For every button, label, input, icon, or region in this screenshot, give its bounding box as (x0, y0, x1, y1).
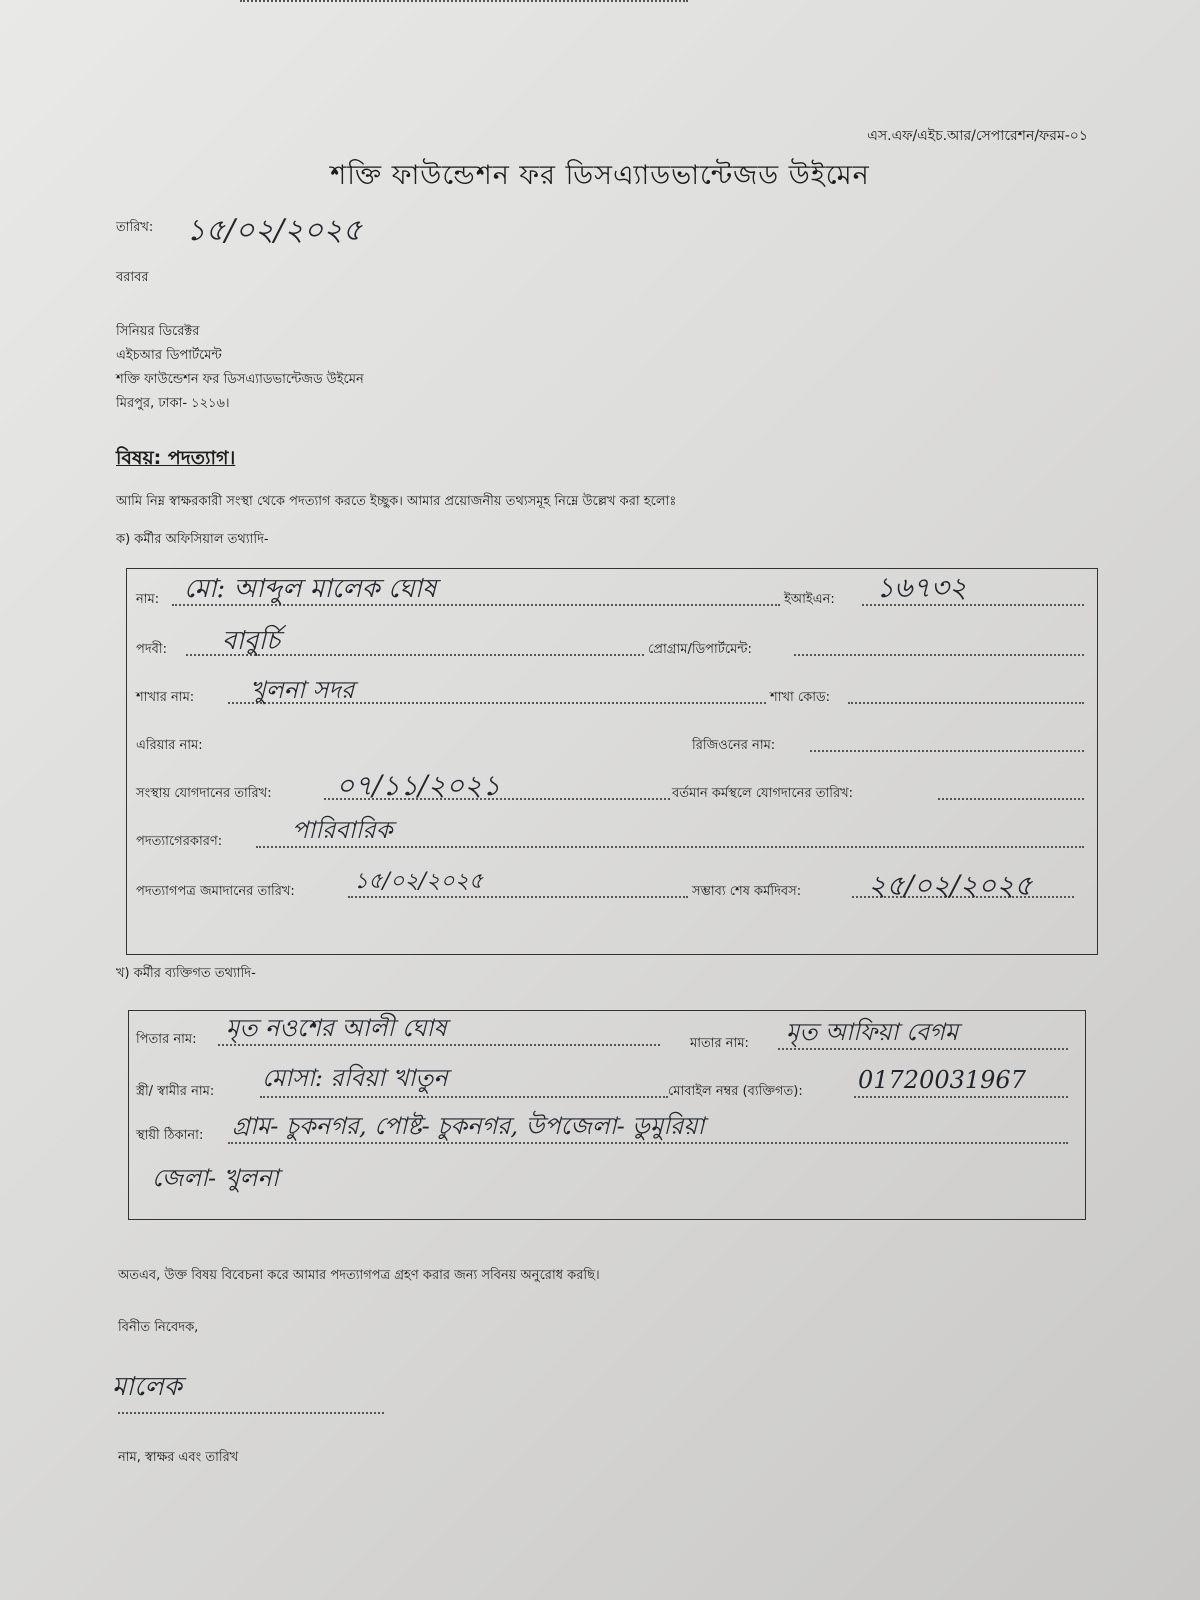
branch-code-label: শাখা কোড: (770, 690, 830, 705)
intro-paragraph: আমি নিম্ন স্বাক্ষরকারী সংস্থা থেকে পদত্যাগ করতে ইচ্ছুক। আমার প্রয়োজনীয় তথ্যসমূহ নিম্নে উল্লেখ করা হলোঃ (116, 494, 677, 509)
spouse-name-label: স্ত্রী/ স্বামীর নাম: (136, 1084, 215, 1099)
mobile-dotted-line (854, 1096, 1068, 1098)
area-name-label: এরিয়ার নাম: (136, 738, 203, 753)
name-label: নাম: (136, 592, 160, 607)
signature-caption: নাম, স্বাক্ষর এবং তারিখ (118, 1450, 239, 1465)
branch-code-dotted-line (848, 702, 1084, 704)
salutation: বরাবর (116, 270, 149, 285)
personal-info-heading: খ) কর্মীর ব্যক্তিগত তথ্যাদি- (116, 966, 256, 981)
recipient-line-1: সিনিয়র ডিরেক্টর (116, 324, 200, 339)
spouse-name-value: মোসা: রবিয়া খাতুন (262, 1064, 448, 1092)
subject-line: বিষয়: পদত্যাগ। (116, 447, 236, 469)
ein-label: ইআইএন: (784, 592, 835, 607)
region-dotted-line (810, 750, 1084, 752)
father-name-label: পিতার নাম: (136, 1032, 197, 1047)
mother-name-value: মৃত আফিয়া বেগম (786, 1018, 959, 1046)
region-name-label: রিজিওনের নাম: (692, 738, 776, 753)
permanent-address-line-1: গ্রাম- চুকনগর, পোষ্ট- চুকনগর, উপজেলা- ডুমুরিয়া (232, 1112, 705, 1140)
joining-date-label: সংস্থায় যোগদানের তারিখ: (136, 786, 272, 801)
official-info-heading: ক) কর্মীর অফিসিয়াল তথ্যাদি- (116, 532, 269, 547)
signature-dotted-line (118, 1412, 384, 1414)
recipient-line-4: মিরপুর, ঢাকা- ১২১৬। (116, 396, 230, 411)
name-value: মো: আব্দুল মালেক ঘোষ (184, 574, 437, 604)
branch-name-label: শাখার নাম: (136, 690, 195, 705)
joining-date-value: ০৭/১১/২০২১ (336, 769, 501, 802)
ein-value: ১৬৭৩২ (876, 571, 967, 604)
last-working-day-value: ২৫/০২/২০২৫ (868, 869, 1033, 902)
designation-label: পদবী: (136, 642, 167, 657)
recipient-line-3: শক্তি ফাউন্ডেশন ফর ডিসএ্যাডভান্টেজড উইমেন (116, 372, 364, 387)
area-dotted-line (240, 0, 688, 2)
resignation-reason-label: পদত্যাগেরকারণ: (136, 834, 223, 849)
submission-date-label: পদত্যাগপত্র জমাদানের তারিখ: (136, 884, 295, 899)
permanent-address-label: স্থায়ী ঠিকানা: (136, 1128, 204, 1143)
date-value: ১৫/০২/২০২৫ (186, 213, 363, 248)
last-working-day-label: সম্ভাব্য শেষ কর্মদিবস: (692, 884, 802, 899)
resignation-reason-value: পারিবারিক (292, 816, 393, 844)
organization-title: শক্তি ফাউন্ডেশন ফর ডিসএ্যাডভান্টেজড উইমেন (330, 160, 870, 191)
form-code: এস.এফ/এইচ.আর/সেপারেশন/ফরম-০১ (867, 128, 1088, 144)
current-joining-date-label: বর্তমান কর্মস্থলে যোগদানের তারিখ: (672, 786, 854, 801)
permanent-address-line-2: জেলা- খুলনা (152, 1164, 279, 1192)
mother-name-label: মাতার নাম: (690, 1036, 749, 1051)
program-dotted-line (794, 654, 1084, 656)
signature: মালেক (112, 1372, 182, 1402)
recipient-line-2: এইচআর ডিপার্টমেন্ট (116, 348, 222, 363)
regards-text: বিনীত নিবেদক, (118, 1320, 199, 1335)
closing-request: অতএব, উক্ত বিষয় বিবেচনা করে আমার পদত্যাগপত্র গ্রহণ করার জন্য সবিনয় অনুরোধ করছি। (118, 1268, 600, 1283)
branch-name-value: খুলনা সদর (250, 676, 355, 704)
submission-date-value: ১৫/০২/২০২৫ (354, 869, 484, 894)
date-label: তারিখ: (116, 220, 154, 235)
father-name-value: মৃত নওশের আলী ঘোষ (226, 1014, 447, 1042)
mobile-number-value: 01720031967 (858, 1066, 1026, 1094)
current-joining-dotted-line (938, 798, 1084, 800)
program-department-label: প্রোগ্রাম/ডিপার্টমেন্ট: (648, 642, 752, 657)
mobile-number-label: মোবাইল নম্বর (ব্যক্তিগত): (668, 1084, 803, 1099)
designation-value: বাবুর্চি (222, 626, 280, 656)
